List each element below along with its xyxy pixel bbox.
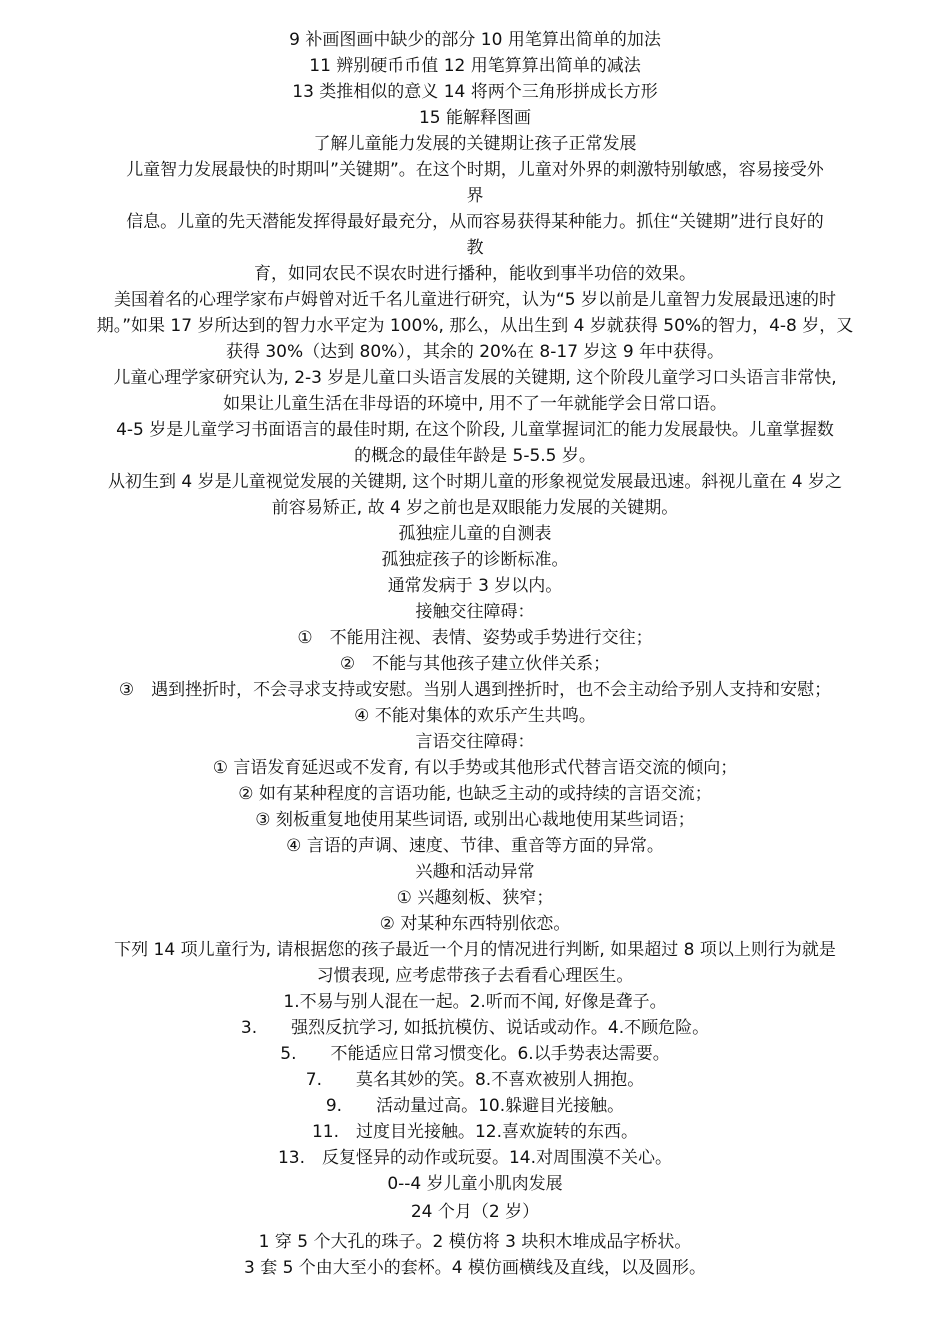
section-heading: 孤独症儿童的自测表 — [398, 524, 552, 544]
paragraph-line: 教 — [466, 238, 484, 258]
paragraph-line: 信息。儿童的先天潜能发挥得最好最充分，从而容易获得某种能力。抓住“关键期”进行良好的 — [126, 212, 824, 232]
text-line: 3 套 5 个由大至小的套杯。4 模仿画横线及直线，以及圆形。 — [243, 1258, 707, 1278]
text-line: 13 类推相似的意义 14 将两个三角形拼成长方形 — [292, 82, 658, 102]
list-item: 7. 莫名其妙的笑。8.不喜欢被别人拥抱。 — [305, 1070, 645, 1090]
paragraph-line: 儿童智力发展最快的时期叫”关键期”。在这个时期，儿童对外界的刺激特别敏感，容易接受外 — [126, 160, 824, 180]
paragraph-line: 习惯表现, 应考虑带孩子去看看心理医生。 — [316, 966, 634, 986]
list-item: 1.不易与别人混在一起。2.听而不闻, 好像是聋子。 — [283, 992, 667, 1012]
list-item: ③ 遇到挫折时，不会寻求支持或安慰。当别人遇到挫折时，也不会主动给予别人支持和安慰； — [118, 680, 832, 700]
paragraph-line: 前容易矫正, 故 4 岁之前也是双眼能力发展的关键期。 — [271, 498, 679, 518]
text-line: 15 能解释图画 — [418, 108, 532, 128]
text-line: 孤独症孩子的诊断标准。 — [381, 550, 569, 570]
paragraph-line: 从初生到 4 岁是儿童视觉发展的关键期, 这个时期儿童的形象视觉发展最迅速。斜视儿童在 4 岁之 — [107, 472, 843, 492]
paragraph-line: 界 — [466, 186, 484, 206]
paragraph-line: 儿童心理学家研究认为, 2-3 岁是儿童口头语言发展的关键期, 这个阶段儿童学习口头语言非常快, — [113, 368, 837, 388]
paragraph-line: 获得 30%（达到 80%），其余的 20%在 8-17 岁这 9 年中获得。 — [225, 342, 725, 362]
list-item: 9. 活动量过高。10.躲避目光接触。 — [325, 1096, 625, 1116]
text-line: 1 穿 5 个大孔的珠子。2 模仿将 3 块积木堆成品字桥状。 — [258, 1232, 692, 1252]
list-item: ① 兴趣刻板、狭窄； — [396, 888, 554, 908]
list-item: 5. 不能适应日常习惯变化。6.以手势表达需要。 — [280, 1044, 670, 1064]
paragraph-line: 的概念的最佳年龄是 5-5.5 岁。 — [354, 446, 596, 466]
paragraph-line: 下列 14 项儿童行为, 请根据您的孩子最近一个月的情况进行判断, 如果超过 8 项以上则行为就是 — [114, 940, 836, 960]
section-heading: 0--4 岁儿童小肌肉发展 — [387, 1174, 563, 1194]
list-item: ③ 刻板重复地使用某些词语, 或别出心裁地使用某些词语； — [255, 810, 695, 830]
list-item: ② 对某种东西特别依恋。 — [379, 914, 571, 934]
paragraph-line: 美国着名的心理学家布卢姆曾对近千名儿童进行研究，认为“5 岁以前是儿童智力发展最迅速的时 — [113, 290, 837, 310]
subsection-heading: 接触交往障碍： — [415, 602, 535, 622]
list-item: 11. 过度目光接触。12.喜欢旋转的东西。 — [311, 1122, 639, 1142]
list-item: 3. 强烈反抗学习, 如抵抗模仿、说话或动作。4.不顾危险。 — [240, 1018, 710, 1038]
subsection-heading: 24 个月（2 岁） — [410, 1202, 540, 1222]
section-heading: 了解儿童能力发展的关键期让孩子正常发展 — [313, 134, 637, 154]
list-item: ② 不能与其他孩子建立伙伴关系； — [339, 654, 611, 674]
text-line: 9 补画图画中缺少的部分 10 用笔算出简单的加法 — [289, 30, 661, 50]
paragraph-line: 4-5 岁是儿童学习书面语言的最佳时期, 在这个阶段, 儿童掌握词汇的能力发展最快。儿童掌握数 — [116, 420, 834, 440]
list-item: ① 不能用注视、表情、姿势或手势进行交往； — [297, 628, 653, 648]
list-item: ① 言语发育延迟或不发育, 有以手势或其他形式代替言语交流的倾向； — [212, 758, 738, 778]
subsection-heading: 兴趣和活动异常 — [415, 862, 535, 882]
subsection-heading: 言语交往障碍： — [415, 732, 535, 752]
list-item: ④ 不能对集体的欢乐产生共鸣。 — [354, 706, 596, 726]
list-item: 13. 反复怪异的动作或玩耍。14.对周围漠不关心。 — [277, 1148, 673, 1168]
list-item: ② 如有某种程度的言语功能, 也缺乏主动的或持续的言语交流； — [238, 784, 712, 804]
paragraph-line: 育，如同农民不误农时进行播种，能收到事半功倍的效果。 — [254, 264, 696, 284]
paragraph-line: 如果让儿童生活在非母语的环境中, 用不了一年就能学会日常口语。 — [223, 394, 727, 414]
document-page — [20, 0, 930, 1281]
paragraph-line: 期。”如果 17 岁所达到的智力水平定为 100%, 那么，从出生到 4 岁就获得 50%的智力，4-8 岁，又 — [96, 316, 854, 336]
list-item: ④ 言语的声调、速度、节律、重音等方面的异常。 — [286, 836, 664, 856]
text-line: 11 辨别硬币币值 12 用笔算算出简单的减法 — [309, 56, 641, 76]
text-line: 通常发病于 3 岁以内。 — [387, 576, 563, 596]
